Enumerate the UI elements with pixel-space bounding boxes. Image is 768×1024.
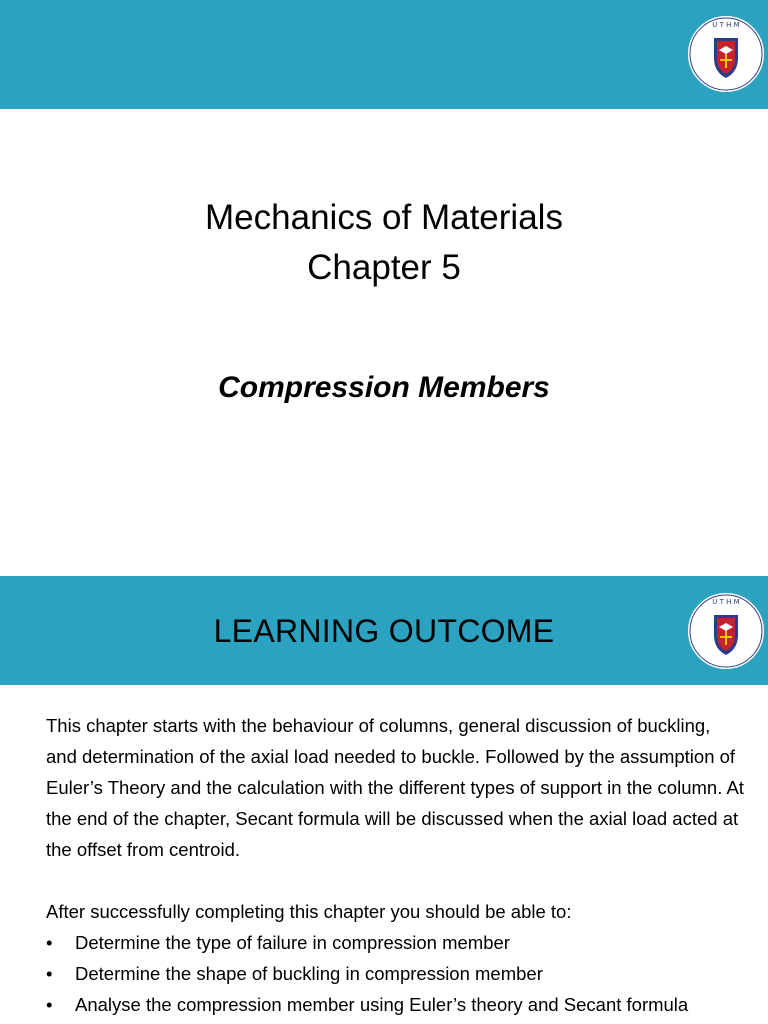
bullet-icon: • [46, 932, 53, 953]
bullet-icon: • [46, 994, 53, 1015]
list-item-text: Determine the shape of buckling in compression member [75, 963, 543, 984]
header-band [0, 0, 768, 109]
list-item [46, 927, 746, 958]
university-logo [686, 591, 766, 671]
bullet-icon: • [46, 963, 53, 984]
list-item-text: Analyse the compression member using Euler’s theory and Secant formula [75, 994, 689, 1015]
slide-title [0, 193, 768, 293]
outcome-list [46, 927, 746, 1020]
title-line-2: Chapter 5 [307, 248, 461, 287]
learning-outcome-slide [0, 576, 768, 1024]
section-heading: LEARNING OUTCOME [213, 613, 555, 649]
header-band [0, 576, 768, 685]
intro-paragraph: This chapter starts with the behaviour of columns, general discussion of buckling, and determination of the axial load needed to buckle. Followed by the assumption of Euler’s Theory and the calculation with the different types of support in the column. At the end of the chapter, Secant formula will be discussed when the axial load acted at the offset from centroid. [46, 715, 744, 860]
list-item-text: Determine the type of failure in compression member [75, 932, 510, 953]
university-logo [686, 14, 766, 94]
svg-text:U T H M: U T H M [712, 21, 740, 29]
list-item [46, 958, 746, 989]
list-item [46, 989, 746, 1020]
slide-body [46, 710, 746, 1020]
slide-gap [0, 568, 768, 576]
title-line-1: Mechanics of Materials [205, 198, 563, 237]
slide-subtitle: Compression Members [218, 371, 550, 404]
lead-sentence: After successfully completing this chapter you should be able to: [46, 901, 572, 922]
svg-text:U T H M: U T H M [712, 598, 740, 606]
paragraph-spacer [46, 865, 746, 896]
